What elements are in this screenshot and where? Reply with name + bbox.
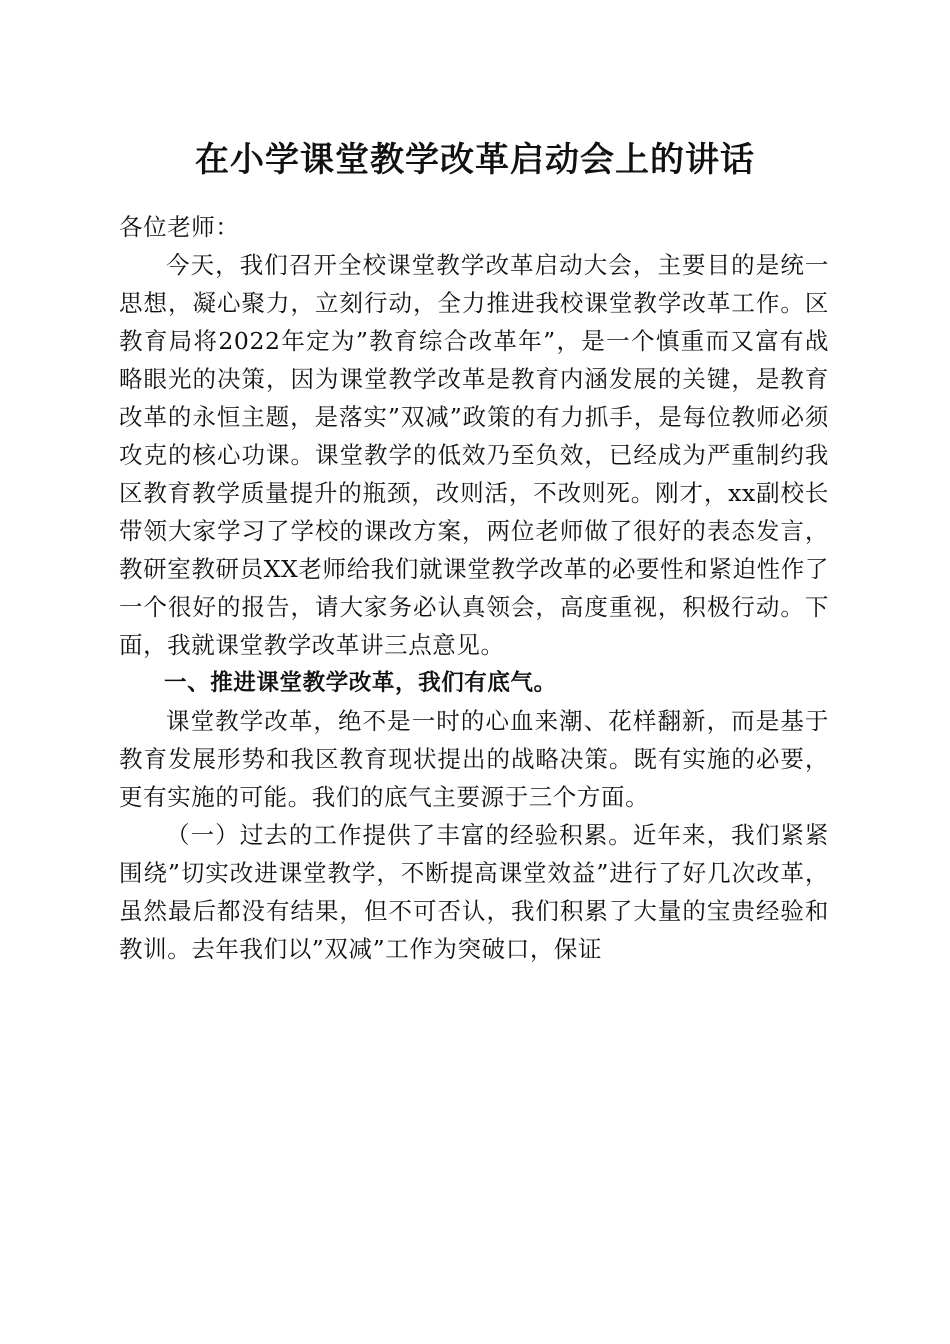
paragraph-subsection-1: （一）过去的工作提供了丰富的经验积累。近年来，我们紧紧围绕”切实改进课堂教学，不断提高课堂效益”进行了好几次改革，虽然最后都没有结果，但不可否认，我们积累了大量的宝贵经验和教训。去年我们以”双减”工作为突破口，保证	[119, 821, 829, 963]
section-heading-1: 一、推进课堂教学改革，我们有底气。	[164, 670, 557, 696]
document-body	[119, 208, 829, 968]
salutation: 各位老师：	[119, 213, 240, 241]
paragraph-section-1: 课堂教学改革，绝不是一时的心血来潮、花样翻新，而是基于教育发展形势和我区教育现状提出的战略决策。既有实施的必要，更有实施的可能。我们的底气主要源于三个方面。	[119, 707, 829, 811]
document-title: 在小学课堂教学改革启动会上的讲话	[195, 140, 755, 180]
paragraph-intro: 今天，我们召开全校课堂教学改革启动大会，主要目的是统一思想，凝心聚力，立刻行动，全力推进我校课堂教学改革工作。区教育局将2022年定为”教育综合改革年”，是一个慎重而又富有战略眼光的决策，因为课堂教学改革是教育内涵发展的关键，是教育改革的永恒主题，是落实”双减”政策的有力抓手，是每位教师必须攻克的核心功课。课堂教学的低效乃至负效，已经成为严重制约我区教育教学质量提升的瓶颈，改则活，不改则死。刚才，xx副校长带领大家学习了学校的课改方案，两位老师做了很好的表态发言，教研室教研员XX老师给我们就课堂教学改革的必要性和紧迫性作了一个很好的报告，请大家务必认真领会，高度重视，积极行动。下面，我就课堂教学改革讲三点意见。	[119, 251, 829, 659]
